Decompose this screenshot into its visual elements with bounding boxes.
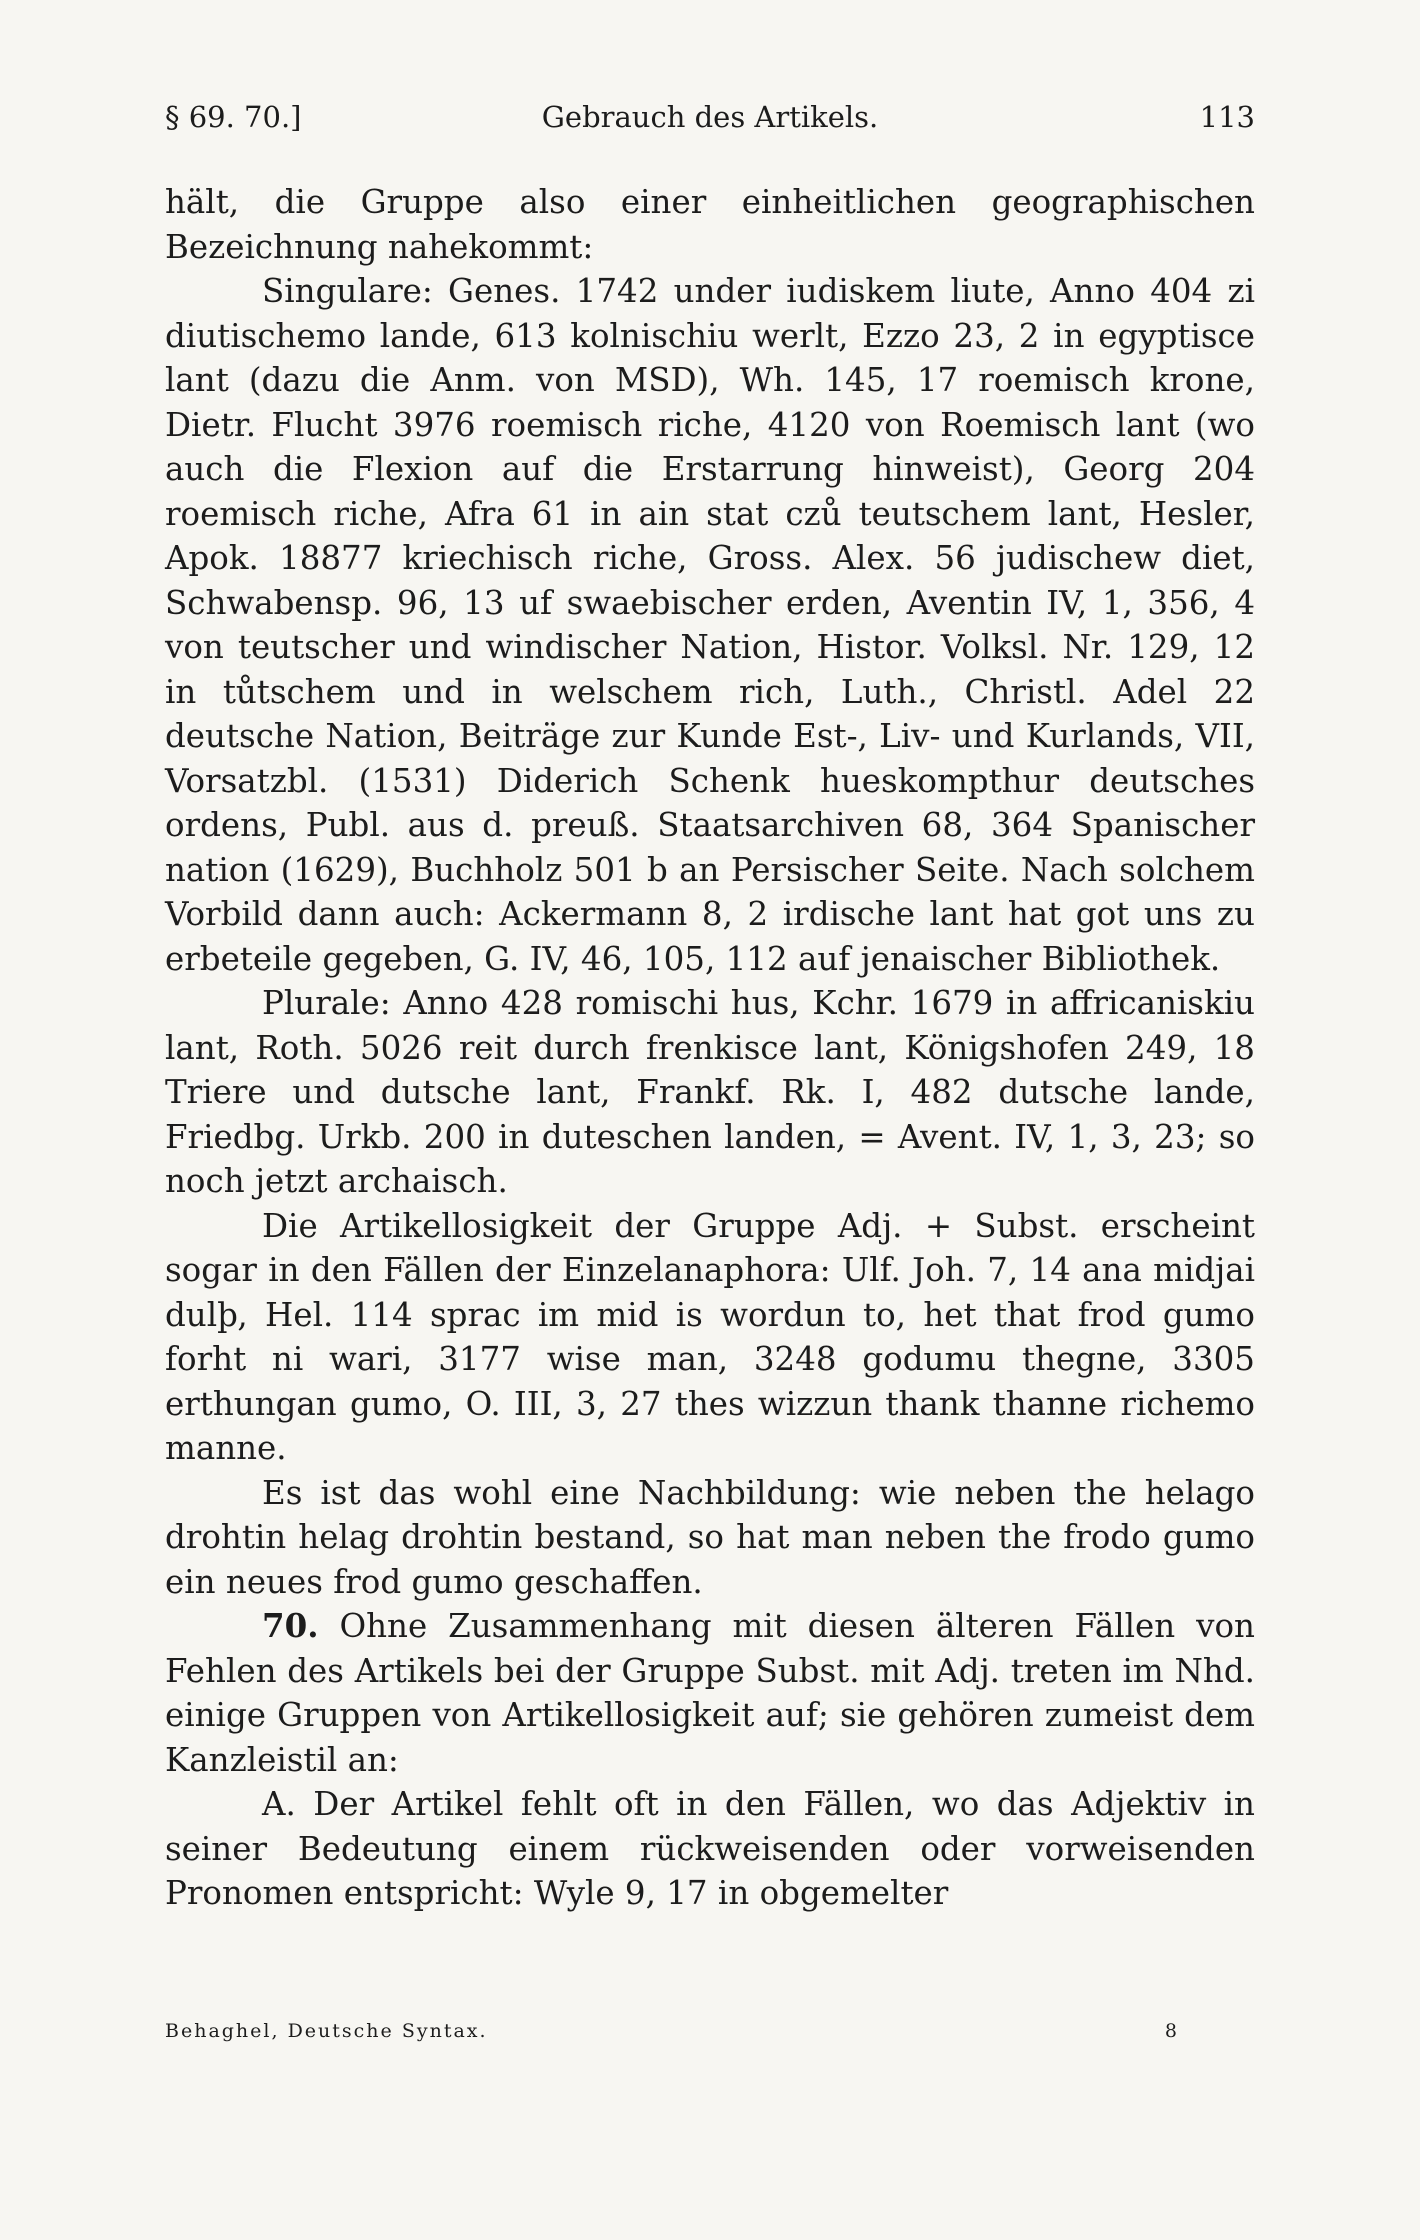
paragraph-nachbildung: Es ist das wohl eine Nachbildung: wie neben the helago drohtin helag drohtin bestand, so hat man neben the frodo gumo ein neues frod gumo geschaffen. bbox=[165, 1473, 1255, 1601]
paragraph-plurale: Plurale: Anno 428 romischi hus, Kchr. 1679 in affricaniskiu lant, Roth. 5026 reit durch frenkisce lant, Königshofen 249, 18 Triere und dutsche lant, Frankf. Rk. I, 482 dutsche lande, Friedbg. Urkb. 200 in duteschen landen, = Avent. IV, 1, 3, 23; so noch jetzt archaisch. bbox=[165, 984, 1255, 1200]
section-reference: § 69. 70.] bbox=[165, 100, 302, 134]
running-title: Gebrauch des Artikels. bbox=[541, 100, 879, 134]
paragraph-singulare: Singulare: Genes. 1742 under iudiskem liute, Anno 404 zi diutischemo lande, 613 kolnischiu werlt, Ezzo 23, 2 in egyptisce lant (dazu die Anm. von MSD), Wh. 145, 17 roemisch krone, Dietr. Flucht 3976 roemisch riche, 4120 von Roemisch lant (wo auch die Flexion auf die Erstarrung hinweist), Georg 204 roemisch riche, Afra 61 in ain stat czů teutschem lant, Hesler, Apok. 18877 kriechisch riche, Gross. Alex. 56 judischew diet, Schwabensp. 96, 13 uf swaebischer erden, Aventin IV, 1, 356, 4 von teutscher und windischer Nation, Histor. Volksl. Nr. 129, 12 in tůtschem und in welschem rich, Luth., Christl. Adel 22 deutsche Nation, Beiträge zur Kunde Est-, Liv- und Kurlands, VII, Vorsatzbl. (1531) Diderich Schenk hueskompthur deutsches ordens, Publ. aus d. preuß. Staatsarchiven 68, 364 Spanischer nation (1629), Buchholz 501 b an Persischer Seite. Nach solchem Vorbild dann auch: Ackermann 8, 2 irdische lant hat got uns zu erbeteile gegeben, G. IV, 46, 105, 112 auf jenaischer Bibliothek. bbox=[165, 272, 1255, 978]
paragraph-continuation: hält, die Gruppe also einer einheitlichen geographischen Bezeichnung nahekommt: bbox=[165, 183, 1255, 266]
paragraph-section-70 bbox=[165, 1604, 1255, 1782]
signature-mark: 8 bbox=[1164, 2020, 1177, 2042]
section-number: 70. bbox=[262, 1606, 319, 1645]
body-text bbox=[165, 180, 1255, 1916]
running-header bbox=[165, 100, 1255, 150]
footer bbox=[165, 2020, 1255, 2060]
paragraph-einzelanaphora: Die Artikellosigkeit der Gruppe Adj. + Subst. erscheint sogar in den Fällen der Einzelanaphora: Ulf. Joh. 7, 14 ana midjai dulþ, Hel. 114 sprac im mid is wordun to, het that frod gumo forht ni wari, 3177 wise man, 3248 godumu thegne, 3305 erthungan gumo, O. III, 3, 27 thes wizzun thank thanne richemo manne. bbox=[165, 1206, 1255, 1467]
page-number: 113 bbox=[1199, 100, 1255, 134]
footer-source: Behaghel, Deutsche Syntax. bbox=[165, 2020, 488, 2042]
section-70-text: Ohne Zusammenhang mit diesen älteren Fällen von Fehlen des Artikels bei der Gruppe Subst. mit Adj. treten im Nhd. einige Gruppen von Artikellosigkeit auf; sie gehören zumeist dem Kanzleistil an: bbox=[165, 1607, 1255, 1779]
paragraph-a: A. Der Artikel fehlt oft in den Fällen, wo das Adjektiv in seiner Bedeutung einem rückweisenden oder vorweisenden Pronomen entspricht: Wyle 9, 17 in obgemelter bbox=[165, 1785, 1255, 1912]
